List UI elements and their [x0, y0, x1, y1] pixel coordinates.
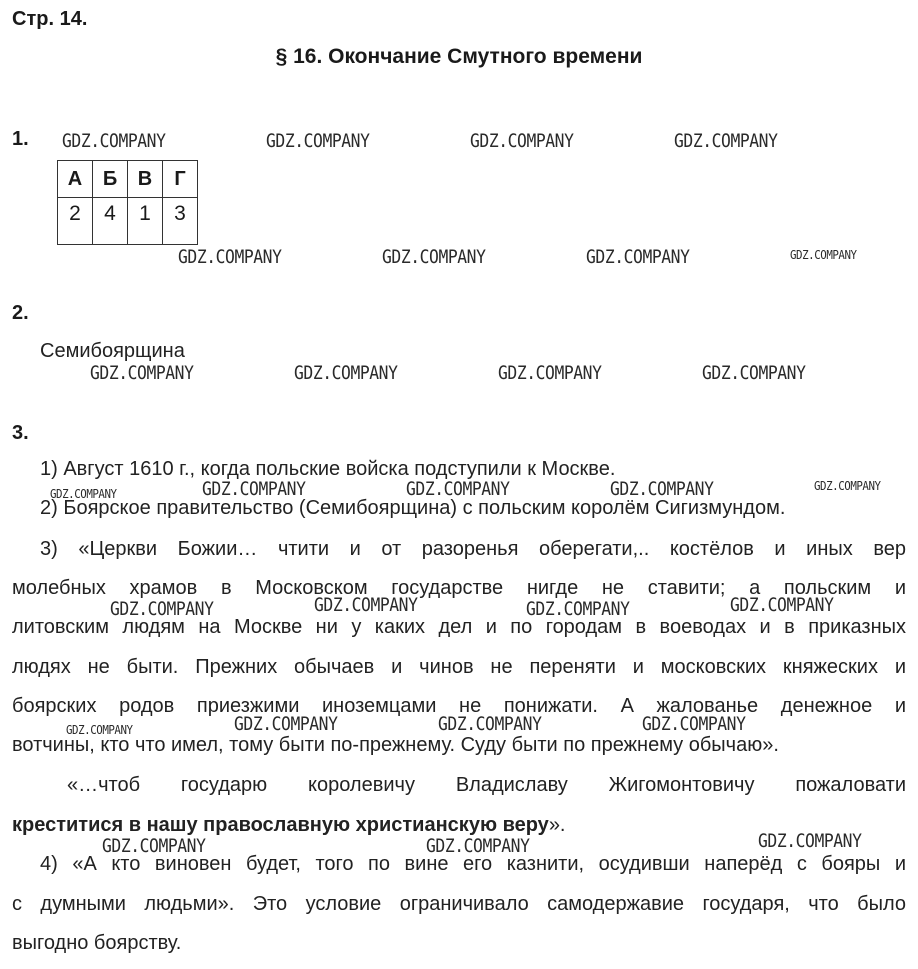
watermark: GDZ.COMPANY — [90, 362, 194, 384]
answer-table — [57, 160, 198, 245]
task-3-number: 3. — [12, 422, 29, 444]
task-3-item-4-line: с думными людьми». Это условие ограничивало самодержавие государя, что было — [12, 893, 906, 915]
task-3-item-3-line: литовским людям на Москве ни у каких дел и по городам в воеводах и в приказных — [12, 616, 906, 638]
watermark: GDZ.COMPANY — [642, 713, 746, 735]
watermark: GDZ.COMPANY — [234, 713, 338, 735]
watermark: GDZ.COMPANY — [66, 723, 133, 737]
task-3-item-2: 2) Боярское правительство (Семибоярщина) с польским королём Сигизмундом. — [40, 497, 786, 519]
task-3-item-3-line: боярских родов приезжими иноземцами не понижати. А жалованье денежное и — [12, 695, 906, 717]
answer-table-value-row — [58, 198, 198, 245]
watermark: GDZ.COMPANY — [178, 246, 282, 268]
watermark: GDZ.COMPANY — [110, 598, 214, 620]
watermark: GDZ.COMPANY — [294, 362, 398, 384]
table-header-cell: В — [128, 161, 163, 198]
section-title: § 16. Окончание Смутного времени — [275, 45, 643, 68]
table-value-cell: 3 — [163, 198, 198, 245]
task-1-number: 1. — [12, 128, 29, 150]
watermark: GDZ.COMPANY — [202, 478, 306, 500]
task-3-item-3-line: вотчины, кто что имел, тому быти по-прежнему. Суду быти по прежнему обычаю». — [12, 734, 779, 756]
table-value-cell: 1 — [128, 198, 163, 245]
table-value-cell: 2 — [58, 198, 93, 245]
answer-table-header-row — [58, 161, 198, 198]
task-3-item-4-line: выгодно боярству. — [12, 932, 182, 954]
watermark: GDZ.COMPANY — [814, 479, 881, 493]
watermark: GDZ.COMPANY — [674, 130, 778, 152]
watermark: GDZ.COMPANY — [314, 594, 418, 616]
watermark: GDZ.COMPANY — [426, 835, 530, 857]
task-2-number: 2. — [12, 302, 29, 324]
task-3-item-3-line: 3) «Церкви Божии… чтити и от разоренья оберегати,.. костёлов и иных вер — [40, 538, 906, 560]
watermark: GDZ.COMPANY — [438, 713, 542, 735]
task-3-item-3-line: людях не быти. Прежних обычаев и чинов не переняти и московских княжеских и — [12, 656, 906, 678]
watermark: GDZ.COMPANY — [610, 478, 714, 500]
task-3-quote-2-end-line — [12, 814, 566, 837]
watermark: GDZ.COMPANY — [62, 130, 166, 152]
task-3-quote-2-line: «…чтоб государю королевичу Владиславу Жигомонтовичу пожаловати — [67, 774, 906, 796]
task-2-answer: Семибоярщина — [40, 340, 185, 362]
table-header-cell: Б — [93, 161, 128, 198]
watermark: GDZ.COMPANY — [586, 246, 690, 268]
task-3-item-3-line: молебных храмов в Московском государстве нигде не ставити; а польским и — [12, 577, 906, 599]
task-3-item-1: 1) Август 1610 г., когда польские войска подступили к Москве. — [40, 458, 616, 480]
page-label: Стр. 14. — [12, 8, 88, 30]
watermark: GDZ.COMPANY — [50, 487, 117, 501]
watermark: GDZ.COMPANY — [526, 598, 630, 620]
task-3-item-4-line: 4) «А кто виновен будет, того по вине его казнити, осудивши наперёд с бояры и — [40, 853, 906, 875]
watermark: GDZ.COMPANY — [702, 362, 806, 384]
table-header-cell: Г — [163, 161, 198, 198]
watermark: GDZ.COMPANY — [266, 130, 370, 152]
watermark: GDZ.COMPANY — [102, 835, 206, 857]
watermark: GDZ.COMPANY — [730, 594, 834, 616]
watermark: GDZ.COMPANY — [790, 248, 857, 262]
watermark: GDZ.COMPANY — [382, 246, 486, 268]
watermark: GDZ.COMPANY — [498, 362, 602, 384]
task-3-quote-2-bold: креститися в нашу православную христианскую веру — [12, 814, 549, 836]
task-3-quote-2-close: ». — [548, 814, 566, 836]
table-value-cell: 4 — [93, 198, 128, 245]
table-header-cell: А — [58, 161, 93, 198]
watermark: GDZ.COMPANY — [758, 830, 862, 852]
watermark: GDZ.COMPANY — [470, 130, 574, 152]
watermark: GDZ.COMPANY — [406, 478, 510, 500]
